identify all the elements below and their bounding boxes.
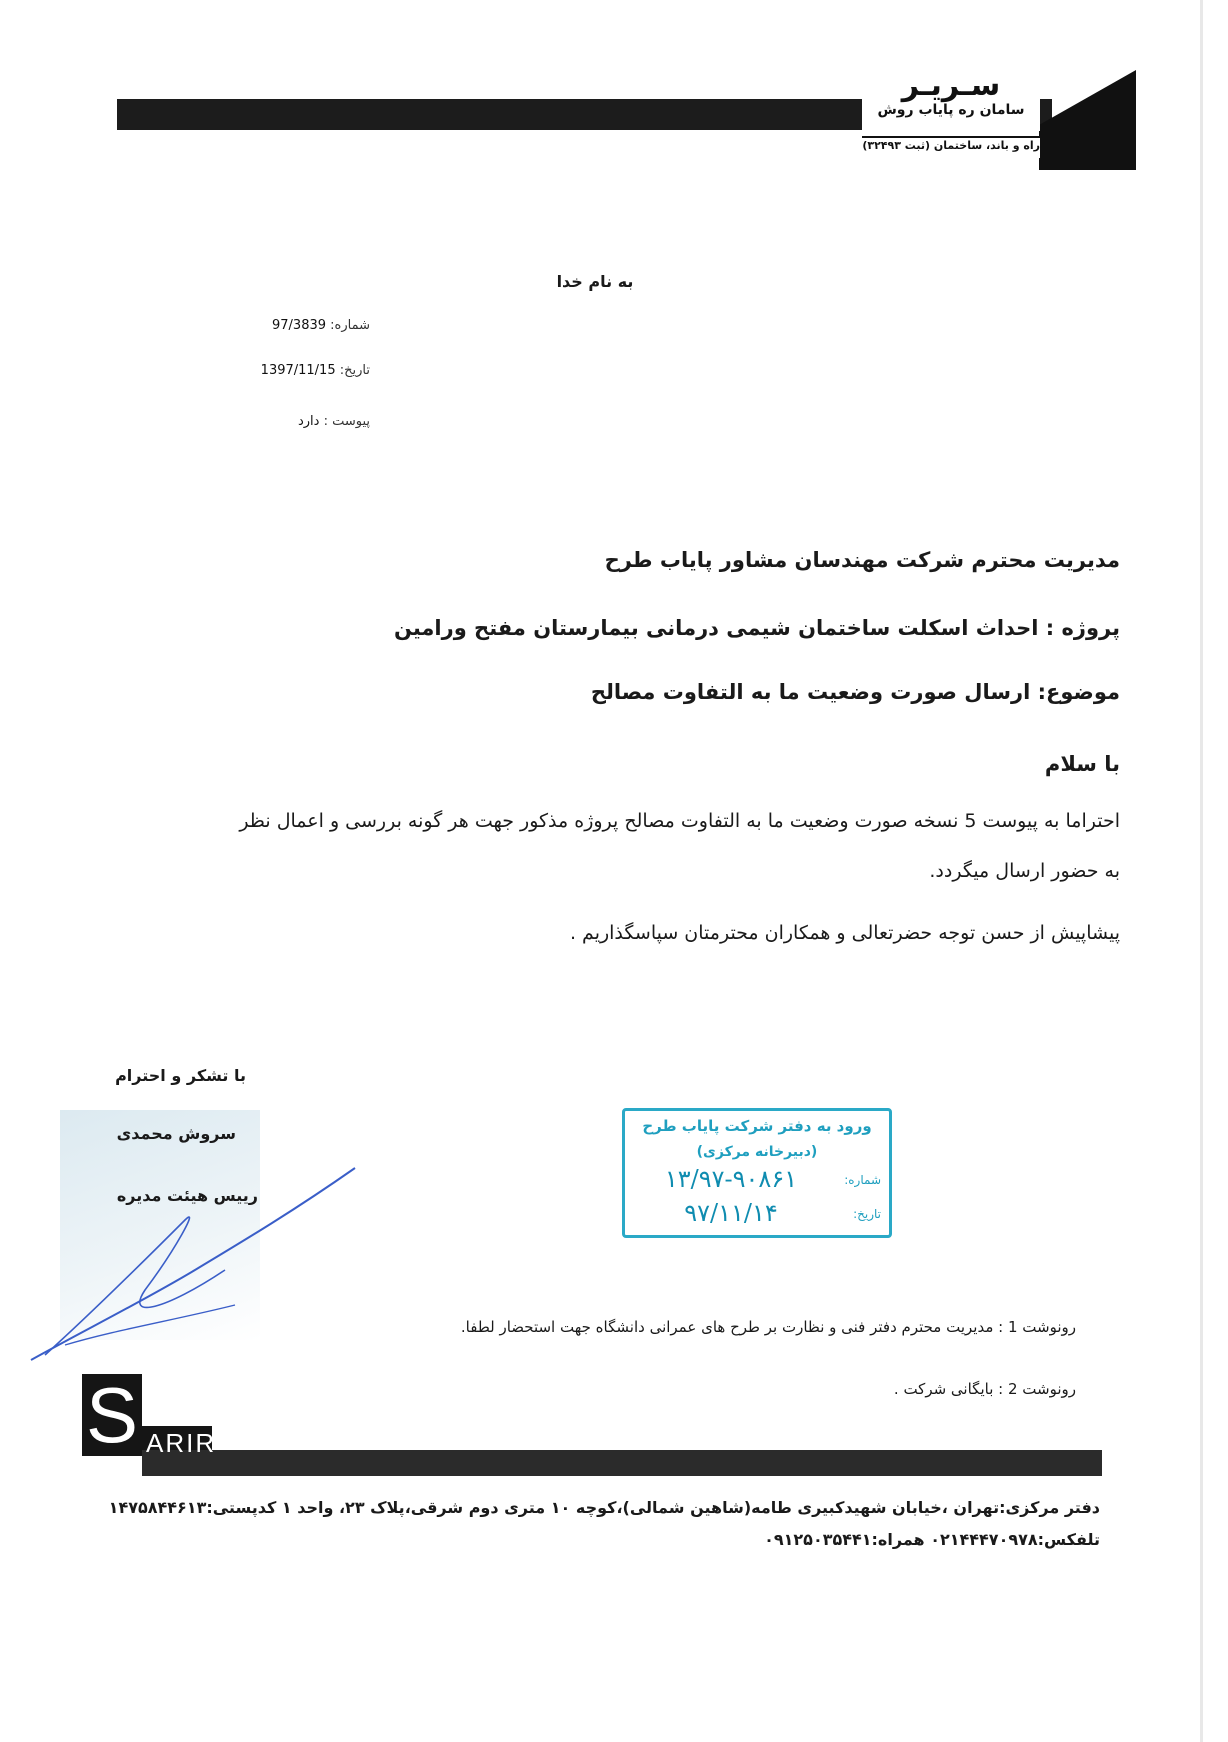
footer-address: دفتر مرکزی:تهران ،خیابان شهیدکبیری طامه(شاهین شمالی)،کوچه ۱۰ متری دوم شرقی،پلاک ۲۳، واحد ۱ کدپستی:۱۴۷۵۸۴۴۶۱۳ (108, 1498, 1100, 1517)
receipt-stamp (622, 1108, 892, 1238)
carbon-copy-1: رونوشت 1 : مدیریت محترم دفتر فنی و نظارت بر طرح های عمرانی دانشگاه جهت استحضار لطفا. (460, 1318, 1076, 1336)
stamp-date-value: ۹۷/۱۱/۱۴ (684, 1199, 778, 1227)
signer-name: سروش محمدی (116, 1124, 236, 1143)
footer-logo-letter: S (82, 1374, 142, 1456)
brand-subtitle: سامان ره پایاب روش (877, 102, 1025, 118)
stamp-title: ورود به دفتر شرکت پایاب طرح (642, 1117, 872, 1135)
date-value: 1397/11/15 (260, 363, 336, 378)
closing-line: پیشاپیش از حسن توجه حضرتعالی و همکاران محترمتان سپاسگذاریم . (569, 922, 1120, 944)
greeting: با سلام (1044, 752, 1120, 776)
footer-phones: تلفکس:۰۲۱۴۴۴۷۰۹۷۸ همراه:۰۹۱۲۵۰۳۵۴۴۱ (764, 1530, 1100, 1549)
stamp-subtitle: (دبیرخانه مرکزی) (696, 1144, 818, 1160)
brand-name: سـریـر (901, 68, 1001, 103)
project-line: پروژه : احداث اسکلت ساختمان شیمی درمانی بیمارستان مفتح ورامین (393, 616, 1120, 640)
stamp-number-value: ۱۳/۹۷-۹۰۸۶۱ (664, 1165, 798, 1193)
letter-number (240, 318, 370, 333)
bismillah: به نام خدا (556, 272, 634, 291)
stamp-number-label: شماره: (844, 1173, 881, 1187)
carbon-copy-2: رونوشت 2 : بایگانی شرکت . (893, 1380, 1076, 1398)
footer-bar (142, 1450, 1102, 1476)
recipient: مدیریت محترم شرکت مهندسان مشاور پایاب طرح (604, 548, 1120, 572)
attachment-value: دارد (297, 414, 320, 429)
regards: با تشکر و احترام (115, 1066, 246, 1085)
footer-logo-word: ARIR (146, 1428, 217, 1458)
subject-line: موضوع: ارسال صورت وضعیت ما به التفاوت مصالح (590, 680, 1120, 704)
body-line-1: احتراما به پیوست 5 نسخه صورت وضعیت ما به التفاوت مصالح پروژه مذکور جهت هر گونه بررسی و اعمال نظر (239, 810, 1120, 832)
attachment-label: پیوست : (323, 414, 370, 429)
body-line-2: به حضور ارسال میگردد. (929, 860, 1120, 882)
number-value: 97/3839 (272, 318, 327, 333)
signer-title: رییس هیئت مدیره (116, 1186, 258, 1205)
date-label: تاریخ: (339, 363, 370, 378)
letter-attachment (240, 414, 370, 429)
registration-text: راه و باند، ساختمان (ثبت ۳۲۴۹۳) (862, 139, 1040, 152)
stamp-date-label: تاریخ: (853, 1207, 881, 1221)
handwritten-signature (25, 1160, 365, 1370)
scan-edge (1200, 0, 1203, 1742)
letter-date (240, 363, 370, 378)
logo-mark (1039, 70, 1136, 170)
number-label: شماره: (330, 318, 370, 333)
